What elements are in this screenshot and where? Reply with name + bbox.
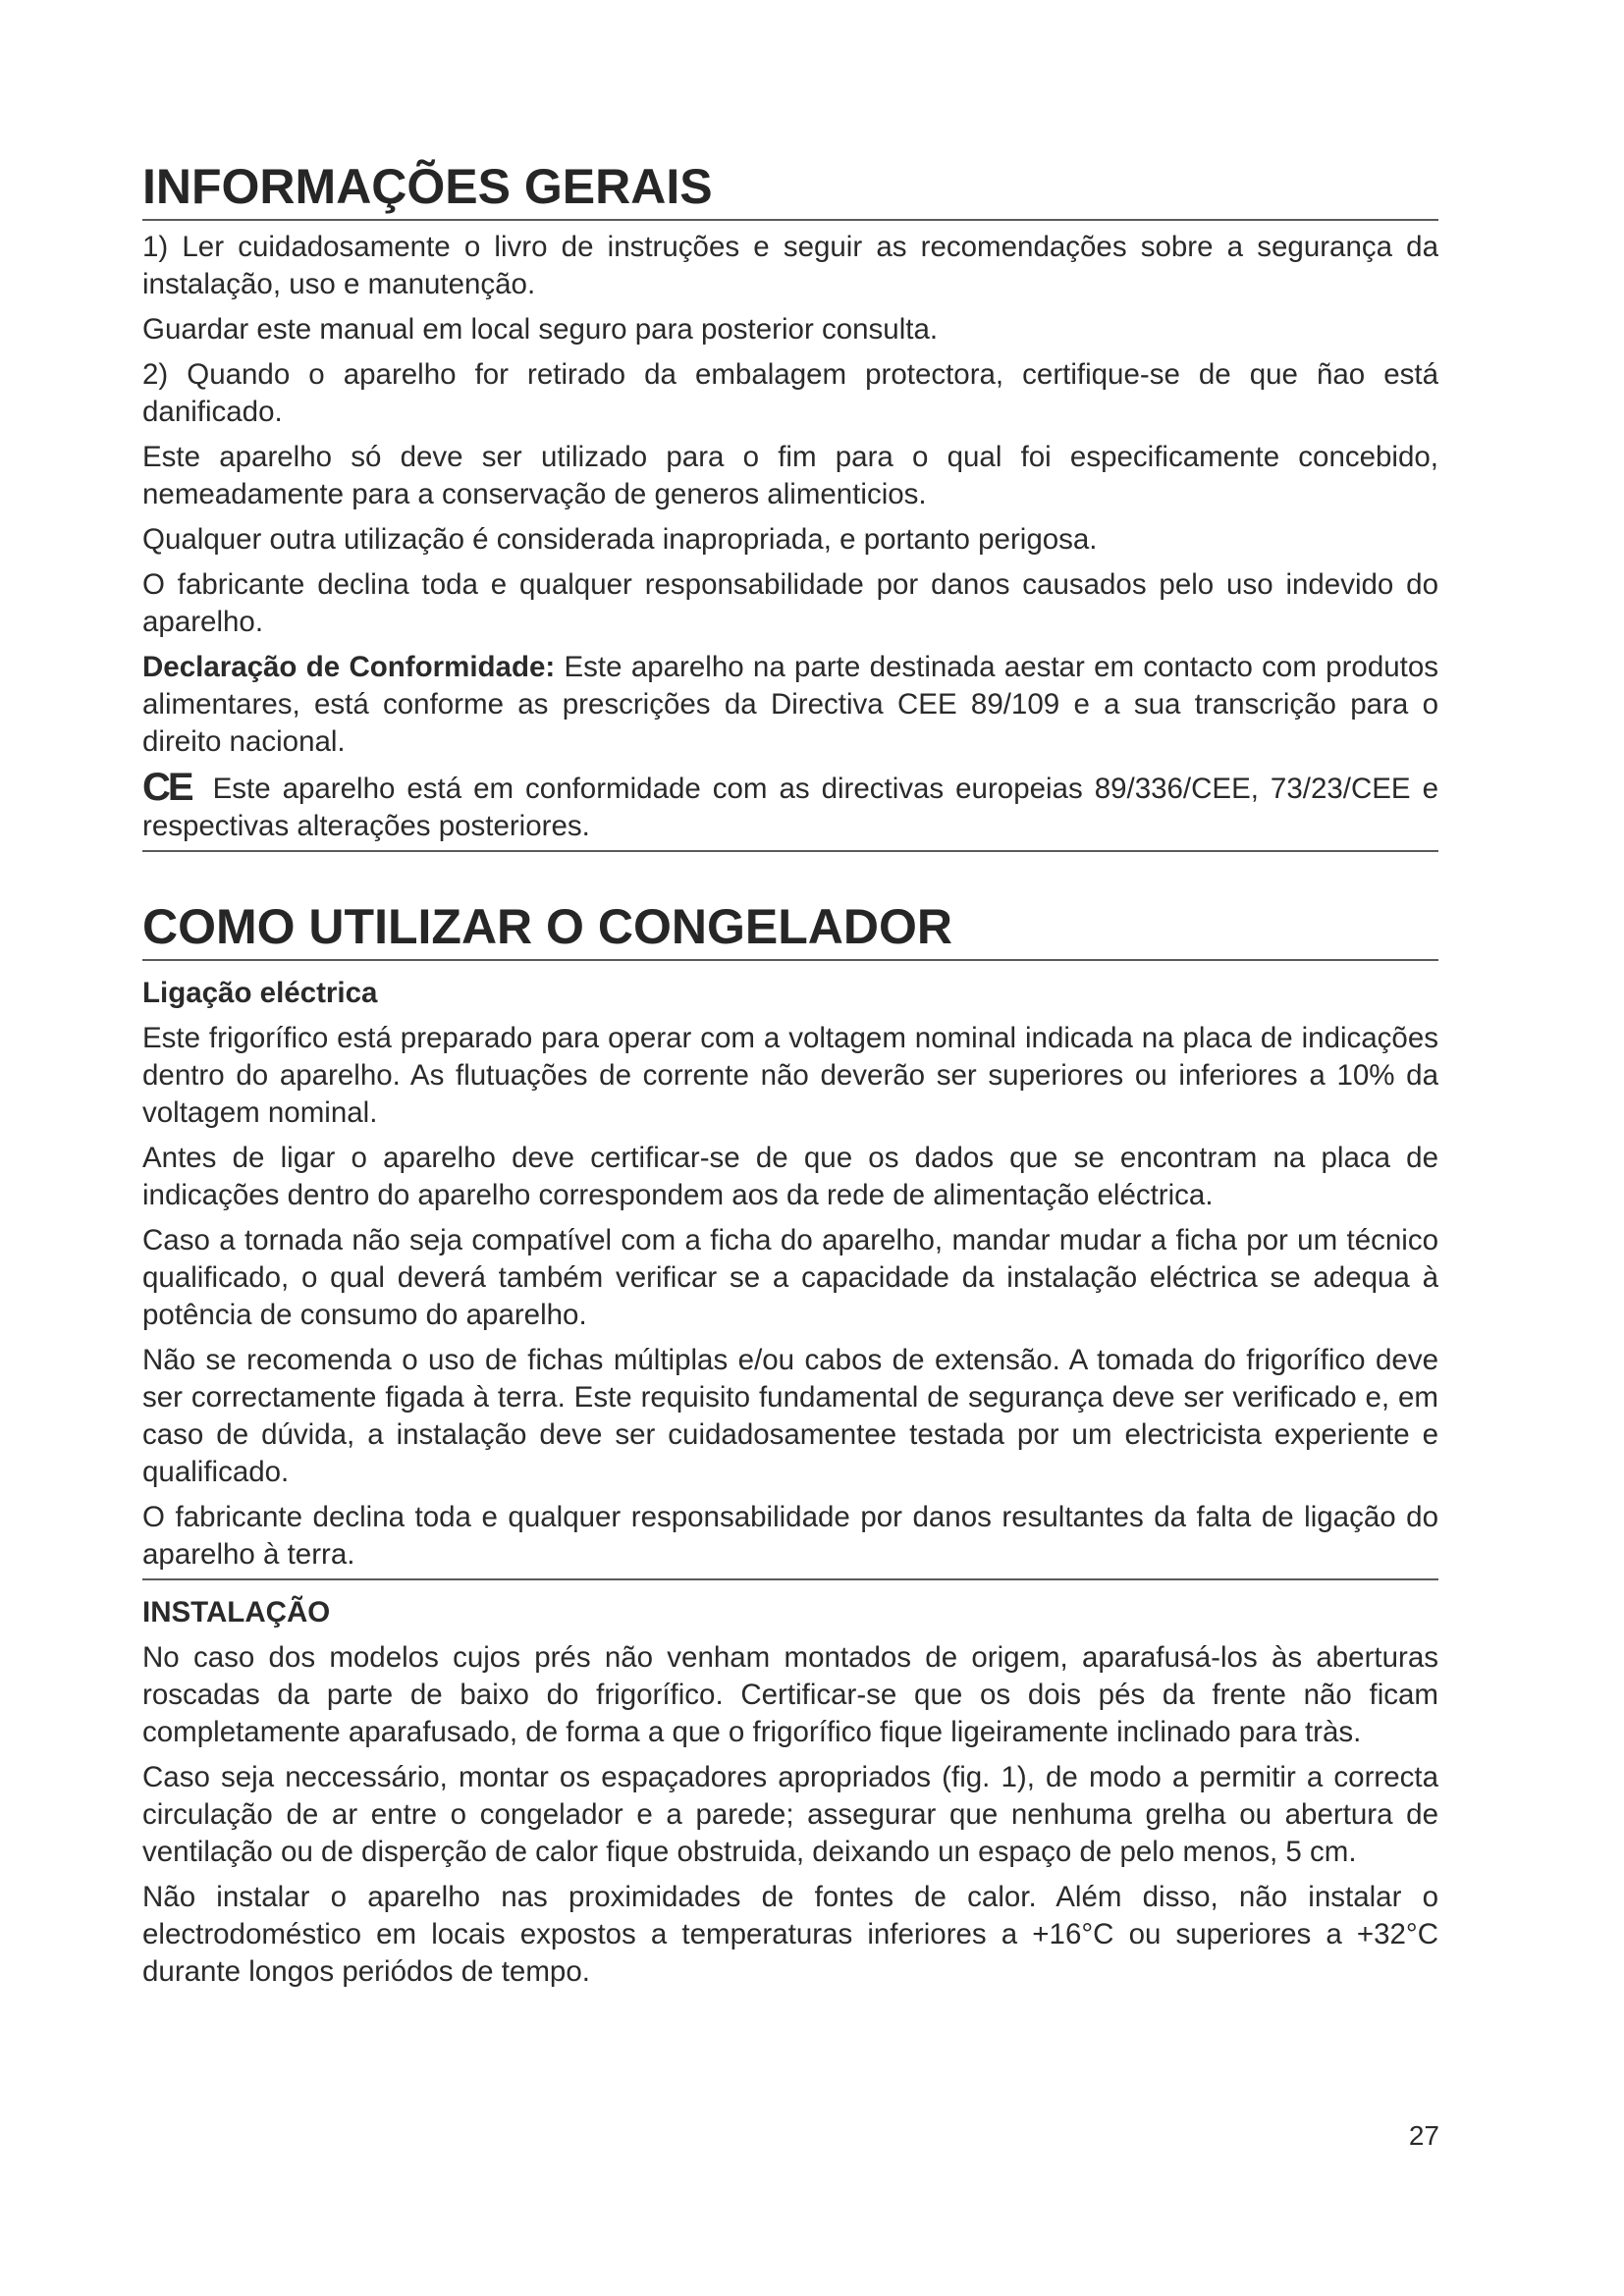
paragraph: O fabricante declina toda e qualquer responsabilidade por danos resultantes da falta de ligação do aparelho à terra. xyxy=(142,1499,1438,1580)
document-page xyxy=(142,157,1438,1991)
paragraph: Caso seja neccessário, montar os espaçadores apropriados (fig. 1), de modo a permitir a correcta circulação de ar entre o congelador e a parede; assegurar que nenhuma grelha ou abertura de ventilação ou de disperção de calor fique obstruida, deixando un espaço de pelo menos, 5 cm. xyxy=(142,1761,1438,1868)
subheading-ligacao-electrica: Ligação eléctrica xyxy=(142,977,378,1009)
paragraph: O fabricante declina toda e qualquer responsabilidade por danos causados pelo uso indevido do aparelho. xyxy=(142,568,1438,638)
paragraph: No caso dos modelos cujos prés não venham montados de origem, aparafusá-los às aberturas roscadas da parte de baixo do frigorífico. Certificar-se que os dois pés da frente não ficam completamente aparafusado, de forma a que o frigorífico fique ligeiramente inclinado para tràs. xyxy=(142,1641,1438,1748)
page-number: 27 xyxy=(1408,2120,1439,2151)
paragraph: Guardar este manual em local seguro para posterior consulta. xyxy=(142,313,939,346)
paragraph: 1) Ler cuidadosamente o livro de instruções e seguir as recomendações sobre a segurança da instalação, uso e manutenção. xyxy=(142,231,1438,300)
conformity-text: Este aparelho na parte destinada aestar em contacto com produtos alimentares, está conforme as prescrições da Directiva CEE 89/109 e a sua transcrição para o direito nacional. xyxy=(142,651,1438,758)
ce-mark-icon: CE xyxy=(142,766,191,809)
subheading-instalacao: INSTALAÇÃO xyxy=(142,1596,331,1629)
ce-compliance-paragraph xyxy=(142,766,1438,852)
paragraph: Caso a tornada não seja compatível com a ficha do aparelho, mandar mudar a ficha por um técnico qualificado, o qual deverá também verificar se a capacidade da instalação eléctrica se adequa à potência de consumo do aparelho. xyxy=(142,1224,1438,1331)
paragraph: Qualquer outra utilização é considerada inapropriada, e portanto perigosa. xyxy=(142,523,1098,556)
section-title-como-utilizar: COMO UTILIZAR O CONGELADOR xyxy=(142,897,1438,961)
conformity-declaration xyxy=(142,649,1438,761)
ce-compliance-text: Este aparelho está em conformidade com as directivas europeias 89/336/CEE, 73/23/CEE e respectivas alterações posteriores. xyxy=(142,773,1438,842)
paragraph: 2) Quando o aparelho for retirado da embalagem protectora, certifique-se de que ñao está danificado. xyxy=(142,358,1438,428)
paragraph: Este frigorífico está preparado para operar com a voltagem nominal indicada na placa de indicações dentro do aparelho. As flutuações de corrente não deverão ser superiores ou inferiores a 10% da voltagem nominal. xyxy=(142,1022,1438,1129)
paragraph: Não instalar o aparelho nas proximidades de fontes de calor. Além disso, não instalar o electrodoméstico em locais expostos a temperaturas inferiores a +16°C ou superiores a +32°C durante longos periódos de tempo. xyxy=(142,1881,1438,1988)
paragraph: Não se recomenda o uso de fichas múltiplas e/ou cabos de extensão. A tomada do frigorífico deve ser correctamente figada à terra. Este requisito fundamental de segurança deve ser verificado e, em caso de dúvida, a instalação deve ser cuidadosamentee testada por um electricista experiente e qualificado. xyxy=(142,1344,1438,1488)
paragraph: Antes de ligar o aparelho deve certificar-se de que os dados que se encontram na placa de indicações dentro do aparelho correspondem aos da rede de alimentação eléctrica. xyxy=(142,1142,1438,1211)
section-title-informacoes-gerais: INFORMAÇÕES GERAIS xyxy=(142,157,1438,221)
paragraph: Este aparelho só deve ser utilizado para o fim para o qual foi especificamente concebido, nemeadamente para a conservação de generos alimenticios. xyxy=(142,441,1438,510)
conformity-label: Declaração de Conformidade: xyxy=(142,651,556,683)
